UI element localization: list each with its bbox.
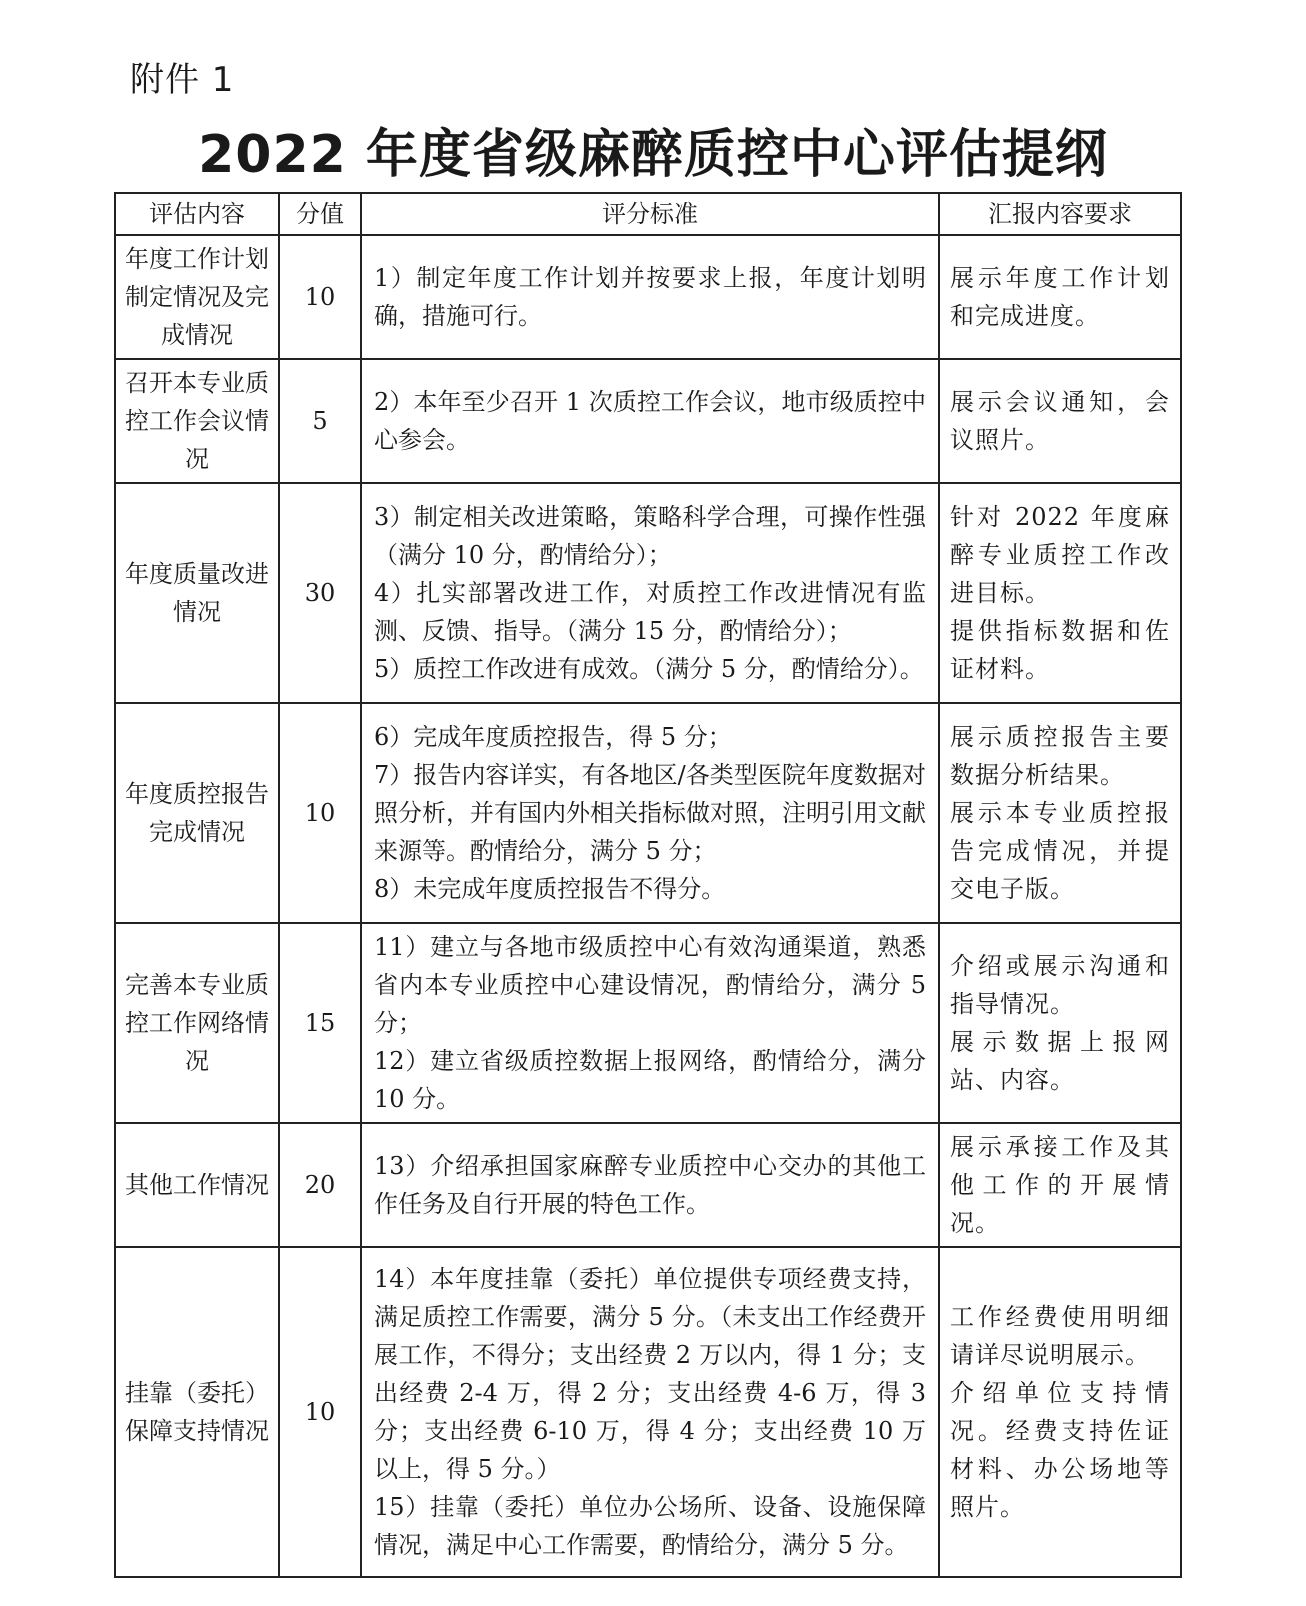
table-row [115,483,1181,703]
score-cell: 10 [279,235,361,359]
item-cell: 年度质控报告完成情况 [115,703,279,923]
criteria-text: 11）建立与各地市级质控中心有效沟通渠道，熟悉省内本专业质控中心建设情况，酌情给分，满分 5 分； [374,933,926,1037]
column-header-score: 分值 [279,193,361,235]
criteria-cell [361,483,939,703]
report-text: 介绍或展示沟通和指导情况。 [950,952,1170,1018]
report-cell [939,483,1181,703]
report-cell [939,235,1181,359]
report-text: 针对 2022 年度麻醉专业质控工作改进目标。 [950,503,1170,607]
criteria-text: 14）本年度挂靠（委托）单位提供专项经费支持，满足质控工作需要，满分 5 分。（未支出工作经费开展工作，不得分；支出经费 2 万以内，得 1 分；支出经费 2-4 万，得 2 分；支出经费 4-6 万，得 3 分；支出经费 6-10 万，得 4 分；支出经费 10 万以上，得 5 分。） [374,1265,926,1483]
table-header-row [115,193,1181,235]
score-cell: 15 [279,923,361,1123]
criteria-cell [361,359,939,483]
report-cell [939,1123,1181,1247]
criteria-cell [361,235,939,359]
criteria-text: 5）质控工作改进有成效。（满分 5 分，酌情给分）。 [374,655,924,683]
table-row [115,1123,1181,1247]
criteria-text: 3）制定相关改进策略，策略科学合理，可操作性强（满分 10 分，酌情给分）； [374,503,926,569]
criteria-cell [361,923,939,1123]
item-cell: 完善本专业质控工作网络情况 [115,923,279,1123]
report-cell [939,1247,1181,1577]
table-row [115,923,1181,1123]
criteria-cell [361,1247,939,1577]
report-text: 提供指标数据和佐证材料。 [950,617,1170,683]
item-cell: 年度质量改进情况 [115,483,279,703]
criteria-text: 7）报告内容详实，有各地区/各类型医院年度数据对照分析，并有国内外相关指标做对照，注明引用文献来源等。酌情给分，满分 5 分； [374,761,926,865]
criteria-text: 6）完成年度质控报告，得 5 分； [374,723,732,751]
report-text: 工作经费使用明细请详尽说明展示。 [950,1303,1170,1369]
table-row [115,703,1181,923]
attachment-label: 附件 1 [130,60,235,100]
score-cell: 30 [279,483,361,703]
item-cell: 召开本专业质控工作会议情况 [115,359,279,483]
report-text: 展示本专业质控报告完成情况，并提交电子版。 [950,799,1170,903]
criteria-cell [361,1123,939,1247]
criteria-text: 12）建立省级质控数据上报网络，酌情给分，满分 10 分。 [374,1047,926,1113]
evaluation-table [114,192,1182,1578]
criteria-text: 13）介绍承担国家麻醉专业质控中心交办的其他工作任务及自行开展的特色工作。 [374,1152,926,1218]
column-header-criteria: 评分标准 [361,193,939,235]
column-header-report: 汇报内容要求 [939,193,1181,235]
score-cell: 5 [279,359,361,483]
item-cell: 年度工作计划制定情况及完成情况 [115,235,279,359]
criteria-text: 1）制定年度工作计划并按要求上报，年度计划明确，措施可行。 [374,264,926,330]
score-cell: 10 [279,1247,361,1577]
item-cell: 挂靠（委托）保障支持情况 [115,1247,279,1577]
report-text: 介绍单位支持情况。经费支持佐证材料、办公场地等照片。 [950,1379,1170,1521]
table-row [115,359,1181,483]
criteria-text: 4）扎实部署改进工作，对质控工作改进情况有监测、反馈、指导。（满分 15 分，酌情给分）； [374,579,926,645]
criteria-text: 2）本年至少召开 1 次质控工作会议，地市级质控中心参会。 [374,388,926,454]
report-cell [939,703,1181,923]
table-row [115,1247,1181,1577]
report-cell [939,923,1181,1123]
report-text: 展示数据上报网站、内容。 [950,1028,1170,1094]
report-cell [939,359,1181,483]
report-text: 展示会议通知，会议照片。 [950,388,1170,454]
report-text: 展示承接工作及其他工作的开展情况。 [950,1133,1170,1237]
score-cell: 20 [279,1123,361,1247]
report-text: 展示年度工作计划和完成进度。 [950,264,1170,330]
item-cell: 其他工作情况 [115,1123,279,1247]
criteria-cell [361,703,939,923]
table-row [115,235,1181,359]
criteria-text: 15）挂靠（委托）单位办公场所、设备、设施保障情况，满足中心工作需要，酌情给分，满分 5 分。 [374,1493,926,1559]
criteria-text: 8）未完成年度质控报告不得分。 [374,875,726,903]
page-title: 2022 年度省级麻醉质控中心评估提纲 [198,125,1108,185]
report-text: 展示质控报告主要数据分析结果。 [950,723,1170,789]
column-header-item: 评估内容 [115,193,279,235]
score-cell: 10 [279,703,361,923]
